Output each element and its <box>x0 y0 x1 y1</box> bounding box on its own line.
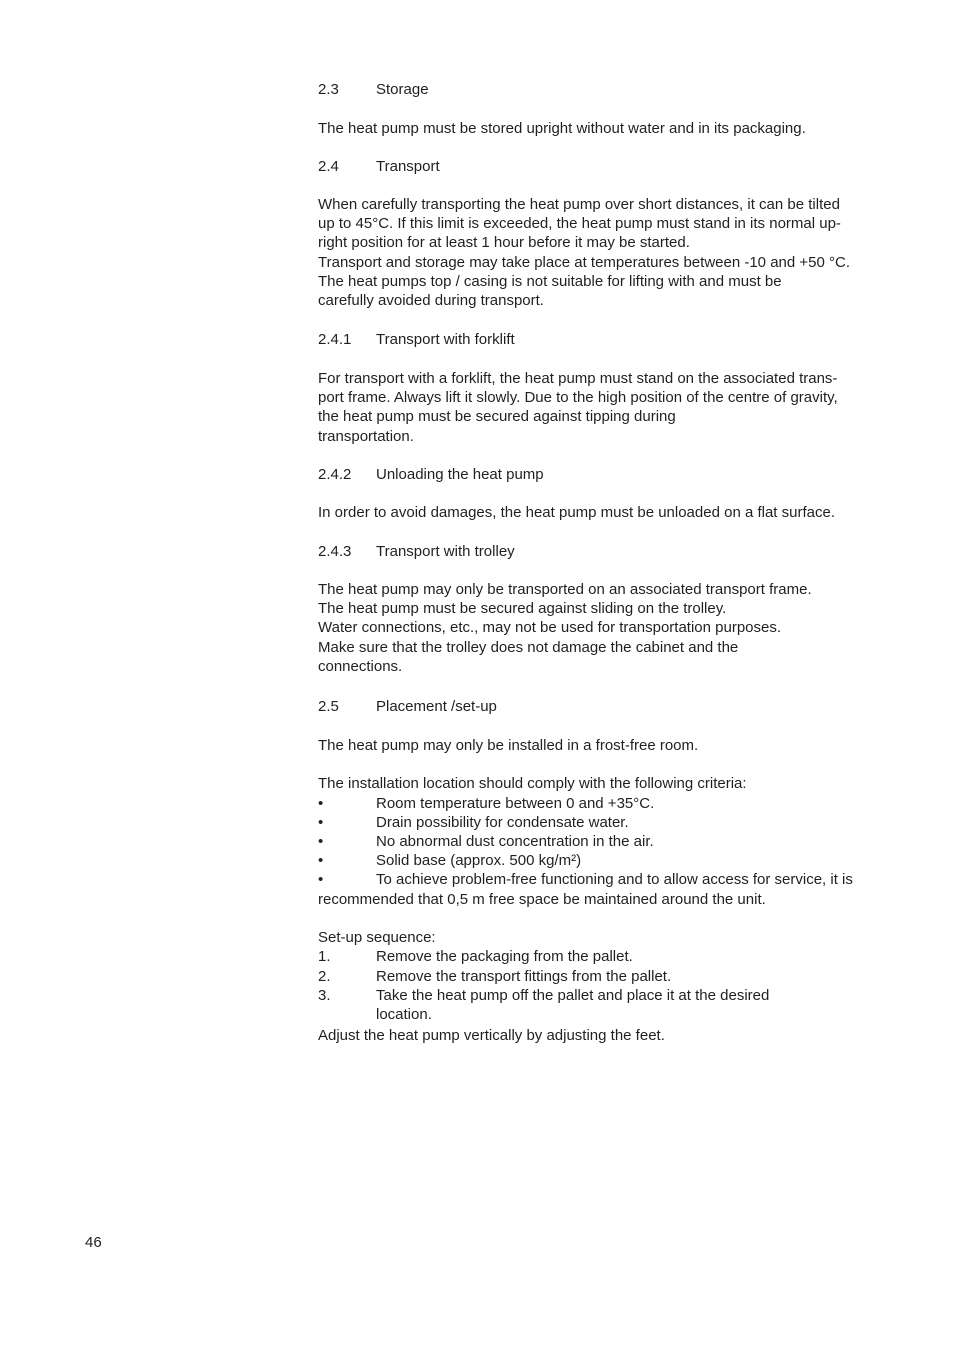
bullet: • <box>318 833 324 850</box>
section-number: 2.5 <box>318 698 339 715</box>
bullet: • <box>318 871 324 888</box>
heading-2-4-1 <box>318 330 898 350</box>
transport-paragraph <box>318 195 898 310</box>
section-number: 2.4.2 <box>318 466 352 483</box>
text-line: port frame. Always lift it slowly. Due to the high position of the centre of gravity, <box>318 389 838 407</box>
text-line: Make sure that the trolley does not damage the cabinet and the <box>318 638 739 656</box>
section-title: Transport <box>376 158 440 175</box>
heading-2-3 <box>318 80 898 100</box>
section-title: Transport with forklift <box>376 331 515 348</box>
criteria-intro: The installation location should comply with the following criteria: <box>318 775 747 792</box>
text-line: Transport and storage may take place at temperatures between -10 and +50 °C. <box>318 253 850 271</box>
criteria-text: Solid base (approx. 500 kg/m²) <box>376 852 582 869</box>
step-number: 2. <box>318 968 331 985</box>
text-line: carefully avoided during transport. <box>318 292 544 310</box>
bullet: • <box>318 795 324 812</box>
section-title: Placement /set-up <box>376 698 497 715</box>
step-number: 3. <box>318 987 331 1004</box>
trolley-paragraph <box>318 580 898 676</box>
criteria-continuation: recommended that 0,5 m free space be maintained around the unit. <box>318 891 766 908</box>
text-line: Water connections, etc., may not be used for transportation purposes. <box>318 619 782 637</box>
step-text: location. <box>376 1006 432 1023</box>
section-number: 2.4.1 <box>318 331 352 348</box>
text-line: connections. <box>318 657 403 675</box>
section-title: Unloading the heat pump <box>376 466 544 483</box>
heading-2-4 <box>318 157 898 177</box>
text-line: When carefully transporting the heat pump over short distances, it can be tilted <box>318 196 840 213</box>
criteria-text: To achieve problem-free functioning and to allow access for service, it is <box>376 871 853 888</box>
section-title: Transport with trolley <box>376 543 515 560</box>
criteria-text: No abnormal dust concentration in the air. <box>376 833 654 850</box>
step-text: Remove the packaging from the pallet. <box>376 948 633 965</box>
criteria-text: Drain possibility for condensate water. <box>376 814 629 831</box>
text-line: up to 45°C. If this limit is exceeded, the heat pump must stand in its normal up- <box>318 215 841 233</box>
section-title: Storage <box>376 81 429 98</box>
text-line: transportation. <box>318 427 414 445</box>
sequence-intro: Set-up sequence: <box>318 929 436 946</box>
unloading-text: In order to avoid damages, the heat pump must be unloaded on a flat surface. <box>318 504 835 521</box>
text-line: right position for at least 1 hour before it may be started. <box>318 234 690 252</box>
heading-2-4-2 <box>318 465 898 485</box>
closing-text: Adjust the heat pump vertically by adjusting the feet. <box>318 1027 665 1044</box>
step-number: 1. <box>318 948 331 965</box>
section-number: 2.3 <box>318 81 339 98</box>
heading-2-5 <box>318 697 898 717</box>
text-line: The heat pump may only be transported on an associated transport frame. <box>318 581 812 598</box>
bullet: • <box>318 852 324 869</box>
section-number: 2.4.3 <box>318 543 352 560</box>
page-number: 46 <box>85 1234 102 1251</box>
section-number: 2.4 <box>318 158 339 175</box>
step-text: Remove the transport fittings from the pallet. <box>376 968 672 985</box>
text-line: For transport with a forklift, the heat pump must stand on the associated trans- <box>318 370 838 387</box>
heading-2-4-3 <box>318 542 898 562</box>
forklift-paragraph <box>318 369 898 446</box>
text-line: The heat pumps top / casing is not suitable for lifting with and must be <box>318 272 782 290</box>
step-text: Take the heat pump off the pallet and place it at the desired <box>376 987 770 1004</box>
bullet: • <box>318 814 324 831</box>
text-line: the heat pump must be secured against tipping during <box>318 408 676 426</box>
text-line: The heat pump must be secured against sliding on the trolley. <box>318 600 727 618</box>
storage-text: The heat pump must be stored upright without water and in its packaging. <box>318 120 806 137</box>
criteria-text: Room temperature between 0 and +35°C. <box>376 795 655 812</box>
frost-free-text: The heat pump may only be installed in a frost-free room. <box>318 737 699 754</box>
